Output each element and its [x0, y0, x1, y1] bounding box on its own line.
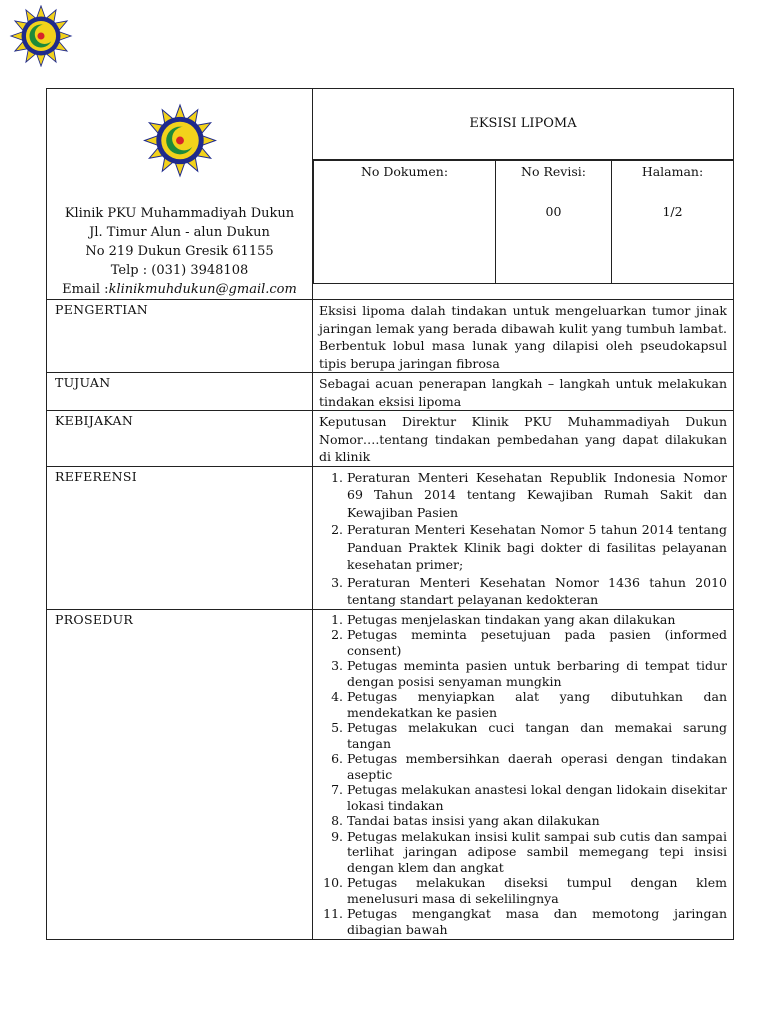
list-item: 10. Petugas melakukan diseksi tumpul dengan klem menelusuri masa di sekelilingnya [347, 875, 727, 906]
pengertian-paragraph: Eksisi lipoma dalah tindakan untuk mengeluarkan tumor jinak jaringan lemak yang berada dibawah kulit yang tumbuh lambat. Berbentuk lobul masa lunak yang dilapisi oleh pseudokapsul tipis berupa jaringan fibrosa [319, 303, 727, 371]
prosedur-list-cell [313, 609, 734, 939]
halaman-cell [612, 161, 734, 284]
kebijakan-label: KEBIJAKAN [47, 411, 313, 467]
no-dokumen-label: No Dokumen: [360, 164, 449, 179]
clinic-email-line [47, 280, 312, 299]
list-item: 2. Petugas meminta pesetujuan pada pasien (informed consent) [347, 627, 727, 658]
halaman-label: Halaman: [641, 164, 704, 179]
no-revisi-value: 00 [545, 204, 562, 219]
halaman-value: 1/2 [662, 204, 683, 219]
list-item: 1. Petugas menjelaskan tindakan yang akan dilakukan [347, 612, 727, 628]
pengertian-label: PENGERTIAN [47, 300, 313, 373]
list-item: 7. Petugas melakukan anastesi lokal dengan lidokain disekitar lokasi tindakan [347, 782, 727, 813]
prosedur-list [319, 612, 727, 938]
list-item: 1. Peraturan Menteri Kesehatan Republik Indonesia Nomor 69 Tahun 2014 tentang Kewajiban Rumah Sakit dan Kewajiban Pasien [347, 469, 727, 522]
no-revisi-label: No Revisi: [521, 164, 586, 179]
tujuan-label: TUJUAN [47, 373, 313, 411]
clinic-header-cell [47, 89, 313, 300]
no-revisi-cell [496, 161, 612, 284]
document-meta-cell [313, 160, 734, 300]
list-item: 2. Peraturan Menteri Kesehatan Nomor 5 tahun 2014 tentang Panduan Praktek Klinik bagi dokter di fasilitas pelayanan kesehatan primer; [347, 521, 727, 574]
list-item: 3. Peraturan Menteri Kesehatan Nomor 1436 tahun 2010 tentang standart pelayanan kedokteran [347, 574, 727, 609]
list-item: 6. Petugas membersihkan daerah operasi dengan tindakan aseptic [347, 751, 727, 782]
clinic-address-line1: Jl. Timur Alun - alun Dukun [89, 225, 270, 240]
list-item: 8. Tandai batas insisi yang akan dilakukan [347, 813, 727, 829]
clinic-name: Klinik PKU Muhammadiyah Dukun [64, 206, 295, 221]
list-item: 5. Petugas melakukan cuci tangan dan memakai sarung tangan [347, 720, 727, 751]
pengertian-text [313, 300, 734, 373]
list-item: 4. Petugas menyiapkan alat yang dibutuhkan dan mendekatkan ke pasien [347, 689, 727, 720]
list-item: 3. Petugas meminta pasien untuk berbaring di tempat tidur dengan posisi senyaman mungkin [347, 658, 727, 689]
clinic-phone: Telp : (031) 3948108 [110, 263, 249, 278]
list-item: 11. Petugas mengangkat masa dan memotong jaringan dibagian bawah [347, 906, 727, 937]
muhammadiyah-logo [140, 103, 220, 178]
kebijakan-text [313, 411, 734, 467]
tujuan-paragraph: Sebagai acuan penerapan langkah – langkah untuk melakukan tindakan eksisi lipoma [319, 376, 727, 409]
email-label: Email : [62, 282, 109, 297]
document-meta-table [313, 160, 733, 284]
referensi-list-cell [313, 466, 734, 609]
clinic-email: klinikmuhdukun@gmail.com [108, 282, 297, 297]
referensi-label: REFERENSI [47, 466, 313, 609]
tujuan-text [313, 373, 734, 411]
referensi-list [319, 469, 727, 609]
document-title: EKSISI LIPOMA [313, 89, 734, 160]
kebijakan-paragraph: Keputusan Direktur Klinik PKU Muhammadiyah Dukun Nomor….tentang tindakan pembedahan yang dapat dilakukan di klinik [319, 414, 727, 464]
list-item: 9. Petugas melakukan insisi kulit sampai sub cutis dan sampai terlihat jaringan adipose sambil memegang tepi insisi dengan klem dan angkat [347, 829, 727, 876]
clinic-address-line2: No 219 Dukun Gresik 61155 [85, 244, 274, 259]
no-dokumen-cell [314, 161, 496, 284]
sop-table [46, 88, 734, 940]
muhammadiyah-logo-corner [5, 5, 77, 67]
prosedur-label: PROSEDUR [47, 609, 313, 939]
